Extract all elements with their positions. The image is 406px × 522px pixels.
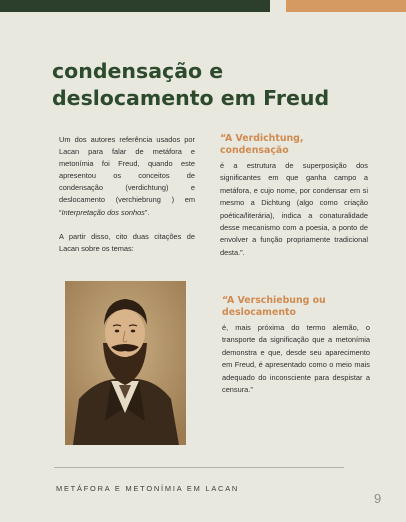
intro-column	[59, 134, 195, 267]
footer-divider	[54, 467, 344, 468]
quote-verschiebung	[222, 295, 370, 396]
quote-verdichtung-body: é a estrutura de superposição dos significantes em que ganha campo a metáfora, e cujo nome, por condensar em si mesmo a Dichtung (algo como criação poética/literária), indica a conaturalidade desse mecanismo com a poesia, a ponto de envolver a função propriamente tradicional desta.”.	[220, 161, 368, 257]
book-title: Interpretação dos sonhos	[61, 207, 145, 217]
top-bar-orange	[286, 0, 406, 12]
intro-text-a: Um dos autores referência usados por Lacan para falar de metáfora e metonímia foi Freud, quando este apresentou os conceitos de condensação (verdichtung) e deslocamento (verchiebrung ) em “	[59, 135, 195, 217]
quote-verdichtung-heading: “A Verdichtung, condensação	[220, 133, 304, 156]
page-title: condensação e deslocamento em Freud	[52, 59, 330, 110]
quote-verschiebung-heading: “A Verschiebung ou deslocamento	[222, 295, 326, 318]
intro-paragraph	[59, 134, 195, 219]
intro-text-b: ”.	[144, 207, 150, 217]
page-number: 9	[374, 491, 382, 506]
freud-portrait-image	[65, 281, 186, 445]
footer-running-title: METÁFORA E METONÍMIA EM LACAN	[56, 484, 240, 493]
quote-verdichtung	[220, 133, 368, 259]
quote-verschiebung-body: é, mais próxima do termo alemão, o transporte da significação que a metonímia demonstra e que, desde seu aparecimento em Freud, é apresentado como o meio mais adequado do inconsciente para despistar a censura.”	[222, 323, 370, 395]
citation-lead-paragraph: A partir disso, cito duas citações de Lacan sobre os temas:	[59, 231, 195, 253]
portrait-photo-icon	[65, 281, 186, 445]
top-bar-green	[0, 0, 270, 12]
